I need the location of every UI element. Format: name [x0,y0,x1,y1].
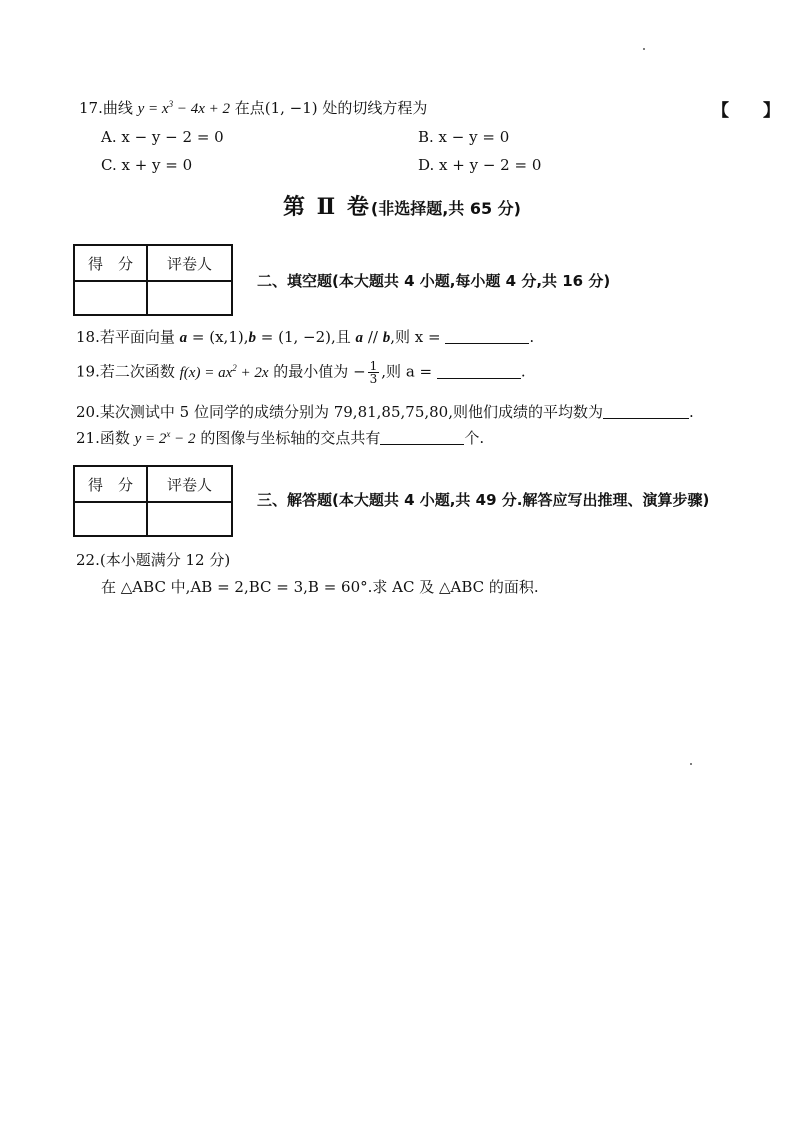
scan-speck [643,48,645,50]
section-heading-solution: 三、解答题(本大题共 4 小题,共 49 分.解答应写出推理、演算步骤) [257,491,710,509]
question-number: 22. [76,551,100,569]
answer-blank [380,430,464,445]
option-d: D. x + y − 2 = 0 [418,156,542,174]
grader-cell [147,281,232,315]
score-cell [74,502,147,536]
question-number: 20. [76,403,100,421]
question-stem-tail: 在点(1, −1) 处的切线方程为 [229,99,428,117]
answer-bracket: 【 】 [712,101,780,121]
answer-blank [445,329,529,344]
scan-speck [690,763,692,765]
curve-formula: $y = x^3 - 4x + 2$ [137,99,230,117]
option-b: B. x − y = 0 [418,128,510,146]
part-title-main: 第 Ⅱ 卷 [283,194,371,220]
parallel-symbol: // [363,328,383,346]
question-22-header [76,550,230,570]
question-19: 19.若二次函数 $f(x) = ax^2 + 2x$ 的最小值为 − $\frac{1}{3}$ ,则 a = . [76,359,526,386]
answer-blank [603,404,689,419]
score-table [73,244,233,316]
section-heading-fill-in: 二、填空题(本大题共 4 小题,每小题 4 分,共 16 分) [257,272,611,290]
score-table [73,465,233,537]
question-number: 19. [76,362,100,381]
question-number: 18. [76,328,100,346]
question-18: 18.若平面向量 a = (x,1),b = (1, −2),且 a // b,则 x = . [76,328,535,346]
question-22-body: 在 △ABC 中,AB = 2,BC = 3,B = 60°.求 AC 及 △ABC 的面积. [101,578,539,596]
question-number: 21. [76,429,100,447]
quadratic-function: $f(x) = ax^2 + 2x$ [179,362,269,381]
question-21: 21.函数 $y = 2^x - 2$ 的图像与坐标轴的交点共有 个. [76,429,485,447]
part-title-sub: (非选择题,共 65 分) [370,199,521,218]
vector-a: a [179,330,188,346]
exponential-function: $y = 2^x - 2$ [134,429,196,447]
score-header: 得 分 [74,466,147,502]
option-c: C. x + y = 0 [101,156,193,174]
score-header: 得 分 [74,245,147,281]
question-20: 20.某次测试中 5 位同学的成绩分别为 79,81,85,75,80,则他们成绩的平均数为 . [76,403,694,421]
grader-cell [147,502,232,536]
grader-header: 评卷人 [147,245,232,281]
question-17 [79,98,427,119]
score-cell [74,281,147,315]
option-a: A. x − y − 2 = 0 [101,128,224,146]
vector-b: b [248,330,256,346]
question-number: 17. [79,99,103,117]
fraction-one-third: $\frac{1}{3}$ [369,359,378,386]
part-title [283,190,521,221]
question-stem: 曲线 [102,99,138,117]
grader-header: 评卷人 [147,466,232,502]
question-points: (本小题满分 12 分) [99,551,231,569]
answer-blank [437,364,521,379]
